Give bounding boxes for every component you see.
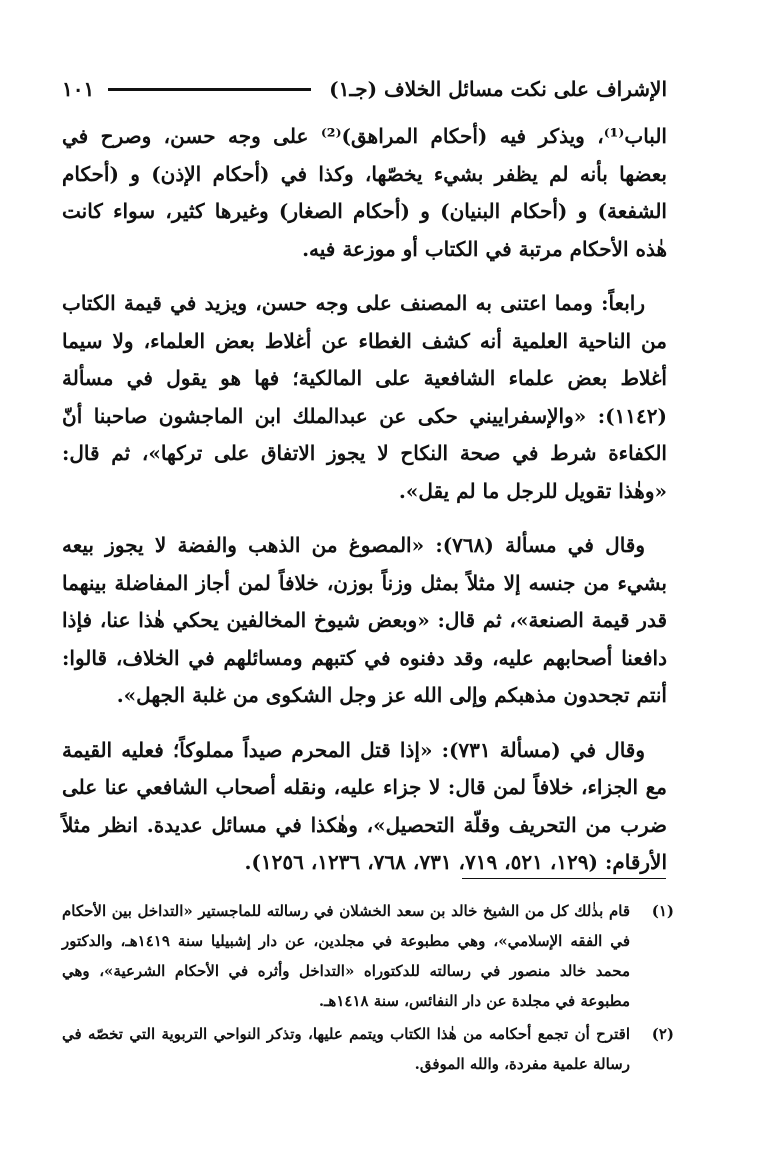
paragraph: وقال في (مسألة ٧٣١): «إذا قتل المحرم صيداً مملوكاً؛ فعليه القيمة مع الجزاء، خلافاً لمن قال: لا جزاء عليه، ونقله أصحاب الشافعي عنا على ضرب من التحريف وقلّة التحصيل»، وهٰكذا في مسائل عديدة. انظر مثلاً الأرقام: (١٢٩، ٥٢١، ٧١٩، ٧٣١، ٧٦٨، ١٢٣٦، ١٢٥٦).	[62, 737, 667, 874]
footnote-separator	[462, 878, 666, 879]
footnote	[62, 896, 674, 1016]
footnote-text: اقترح أن تجمع أحكامه من هٰذا الكتاب ويتمم عليها، وتذكر النواحي التربوية التي تخصّه في رسالة علمية مفردة، والله الموفق.	[62, 1025, 630, 1073]
running-title: الإشراف على نكت مسائل الخلاف (جـ١)	[329, 77, 667, 101]
main-text	[62, 118, 667, 899]
footnote-marker: (٢)	[651, 1025, 674, 1043]
footnote	[62, 1019, 674, 1079]
footnote-marker: (١)	[651, 902, 674, 920]
page-number: ١٠١	[62, 77, 95, 101]
footnote-text: قام بذٰلك كل من الشيخ خالد بن سعد الخشلان في رسالته للماجستير «التداخل بين الأحكام في الفقه الإسلامي»، وهي مطبوعة في مجلدين، عن دار إشبيليا سنة ١٤١٩هـ، والدكتور محمد خالد منصور في رسالته للدكتوراه «التداخل وأثره في الأحكام الشرعية»، وهي مطبوعة في مجلدة عن دار النفائس، سنة ١٤١٨هـ.	[62, 902, 630, 1010]
paragraph: رابعاً: ومما اعتنى به المصنف على وجه حسن، ويزيد في قيمة الكتاب من الناحية العلمية أنه كشف الغطاء عن أغلاط بعض العلماء، ولا سيما أغلاط بعض علماء الشافعية على المالكية؛ فها هو يقول في مسألة (١١٤٢): «والإسفراييني حكى عن عبدالملك ابن الماجشون صاحبنا أنّ الكفاءة شرط في صحة النكاح لا يجوز الاتفاق على تركها»، ثم قال: «وهٰذا تقويل للرجل ما لم يقل».	[62, 291, 667, 503]
paragraph: وقال في مسألة (٧٦٨): «المصوغ من الذهب والفضة لا يجوز بيعه بشيء من جنسه إلا مثلاً بمثل وزناً بوزن، خلافاً لمن أجاز المفاضلة بينهما قدر قيمة الصنعة»، ثم قال: «وبعض شيوخ المخالفين يحكي هٰذا عنا، فإذا دافعنا أصحابهم عليه، وقد دفنوه في كتبهم ومسائلهم في الخلاف، قالوا: أنتم تجحدون مذهبكم وإلى الله عز وجل الشكوى من غلبة الجهل».	[62, 533, 668, 707]
paragraph: الباب⁽¹⁾، ويذكر فيه (أحكام المراهق)⁽²⁾ على وجه حسن، وصرح في بعضها بأنه لم يظفر بشيء يخصّها، وكذا في (أحكام الإذن) و (أحكام الشفعة) و (أحكام البنيان) و (أحكام الصغار) وغيرها كثير، سواء كانت هٰذه الأحكام مرتبة في الكتاب أو موزعة فيه.	[62, 124, 667, 261]
page-header	[62, 74, 667, 104]
footnotes	[62, 896, 674, 1082]
header-rule	[108, 88, 311, 91]
